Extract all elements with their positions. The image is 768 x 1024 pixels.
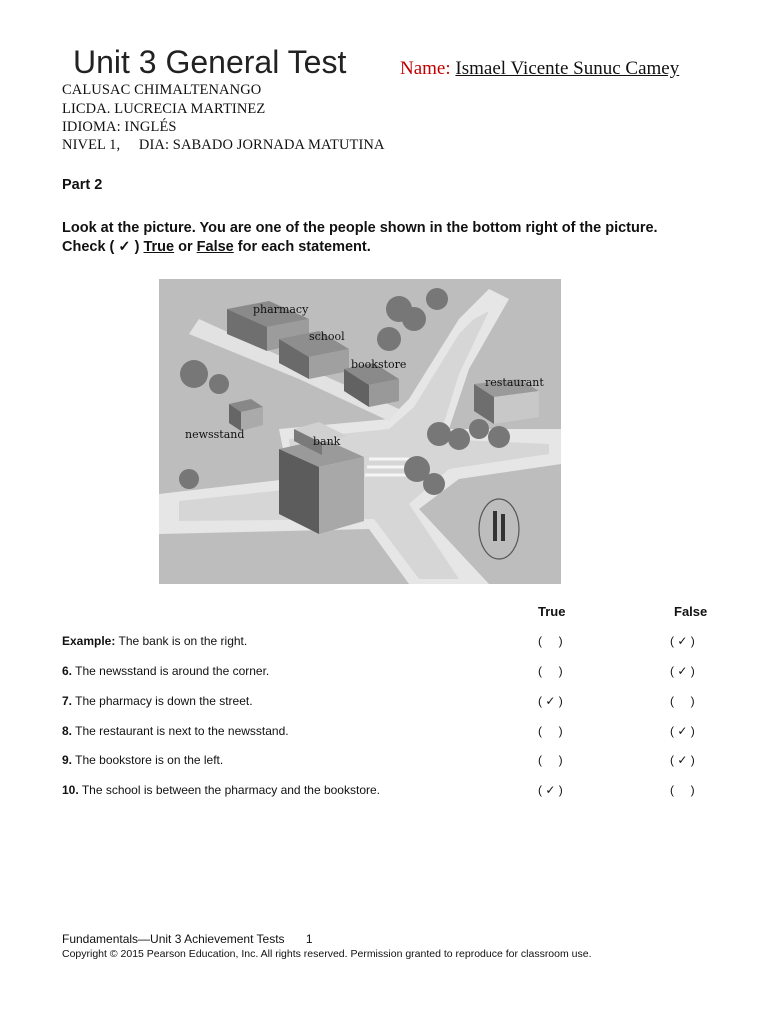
false-checkbox[interactable]: ( ): [670, 694, 695, 708]
page-number: 1: [305, 932, 313, 946]
statement-number: 7.: [62, 694, 73, 708]
footer-title: Fundamentals—Unit 3 Achievement Tests: [62, 932, 285, 946]
map-label-school: school: [309, 330, 345, 343]
false-checkbox[interactable]: ( ✓ ): [670, 724, 695, 738]
instr-rest: for each statement.: [237, 239, 371, 255]
true-checkbox[interactable]: ( ): [538, 724, 563, 738]
statement-row: [62, 694, 253, 708]
statement-number: 9.: [62, 753, 73, 767]
true-checkbox[interactable]: ( ): [538, 753, 563, 767]
false-checkbox[interactable]: ( ✓ ): [670, 753, 695, 767]
statement-text: The bookstore is on the left.: [75, 753, 224, 767]
instruction-line-1: Look at the picture. You are one of the people shown in the bottom right of the picture.: [62, 220, 658, 236]
statement-number: 6.: [62, 664, 73, 678]
instr-or: or: [178, 239, 193, 255]
statement-number: 8.: [62, 724, 73, 738]
statement-number: 10.: [62, 783, 79, 797]
statement-row: [62, 783, 380, 797]
statement-row: [62, 724, 289, 738]
false-checkbox[interactable]: ( ✓ ): [670, 664, 695, 678]
header-line-1: CALUSAC CHIMALTENANGO: [62, 82, 262, 98]
instruction-line-2: [62, 239, 371, 255]
statement-number: Example:: [62, 634, 116, 648]
instr-false: False: [196, 239, 234, 255]
page-title: Unit 3 General Test: [73, 44, 347, 80]
header-line-2: LICDA. LUCRECIA MARTINEZ: [62, 101, 266, 117]
header-line-3: IDIOMA: INGLÉS: [62, 119, 177, 135]
instr-check-close: ): [134, 239, 140, 255]
true-checkbox[interactable]: ( ): [538, 634, 563, 648]
name-label: Name:: [400, 58, 451, 79]
statement-row: [62, 664, 269, 678]
column-true: True: [538, 604, 566, 619]
false-checkbox[interactable]: ( ✓ ): [670, 634, 695, 648]
town-map-illustration: [159, 279, 561, 584]
map-label-restaurant: restaurant: [485, 376, 544, 389]
statement-row: [62, 634, 247, 648]
footer-line-1: [62, 932, 313, 946]
check-glyph: ✓: [118, 239, 131, 255]
map-label-pharmacy: pharmacy: [253, 303, 309, 316]
instr-check-open: Check (: [62, 239, 115, 255]
statement-text: The pharmacy is down the street.: [75, 694, 253, 708]
map-label-bank: bank: [313, 435, 341, 448]
map-label-newsstand: newsstand: [185, 428, 245, 441]
student-name: [400, 58, 679, 80]
statement-text: The school is between the pharmacy and the bookstore.: [81, 783, 380, 797]
name-value: Ismael Vicente Sunuc Camey: [455, 58, 680, 79]
true-checkbox[interactable]: ( ): [538, 664, 563, 678]
statement-text: The restaurant is next to the newsstand.: [75, 724, 289, 738]
true-checkbox[interactable]: ( ✓ ): [538, 694, 563, 708]
true-checkbox[interactable]: ( ✓ ): [538, 783, 563, 797]
statement-row: [62, 753, 223, 767]
header-line-4: NIVEL 1, DIA: SABADO JORNADA MATUTINA: [62, 137, 385, 153]
instr-true: True: [143, 239, 175, 255]
map-label-bookstore: bookstore: [351, 358, 407, 371]
false-checkbox[interactable]: ( ): [670, 783, 695, 797]
statement-text: The newsstand is around the corner.: [75, 664, 270, 678]
part-heading: Part 2: [62, 177, 103, 193]
statement-text: The bank is on the right.: [118, 634, 248, 648]
footer-copyright: Copyright © 2015 Pearson Education, Inc. All rights reserved. Permission granted to reproduce for classroom use.: [62, 948, 592, 960]
column-false: False: [674, 604, 708, 619]
